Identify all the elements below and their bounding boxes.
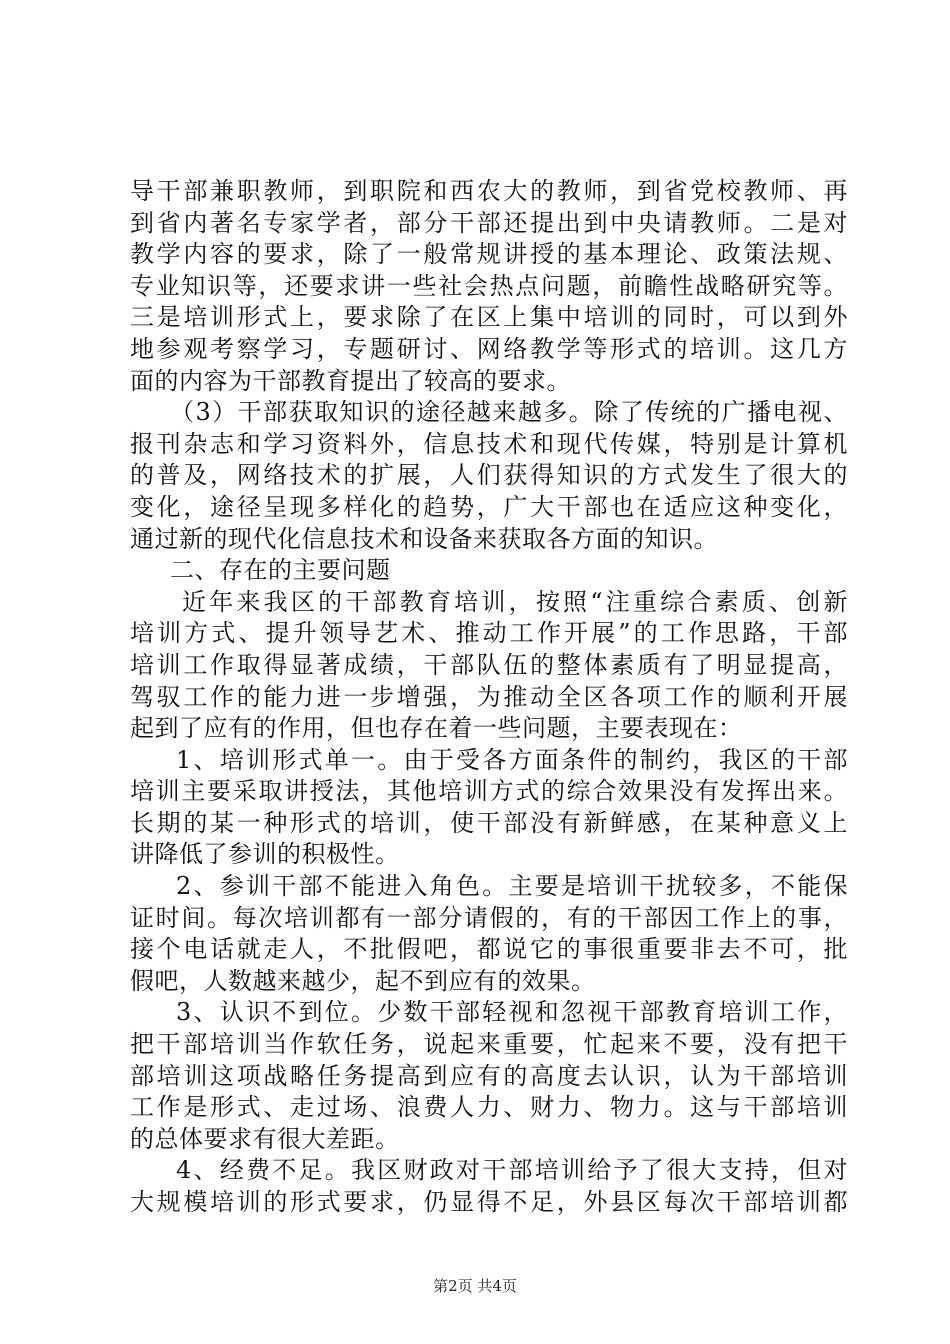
text-line: 三是培训形式上，要求除了在区上集中培训的同时，可以到外 [130, 303, 848, 332]
text-line: 的总体要求有很大差距。 [130, 1124, 400, 1153]
text-line: 把干部培训当作软任务，说起来重要，忙起来不要，没有把干 [130, 1030, 848, 1059]
text-line: 教学内容的要求，除了一般常规讲授的基本理论、政策法规、 [130, 240, 848, 269]
text-line: 变化，途径呈现多样化的趋势，广大干部也在适应这种变化， [130, 492, 848, 521]
text-line: 地参观考察学习，专题研讨、网络教学等形式的培训。这几方 [130, 334, 848, 363]
text-line: 近年来我区的干部教育培训，按照“注重综合素质、创新 [182, 587, 848, 616]
text-line: 二、存在的主要问题 [170, 556, 391, 585]
text-line: 讲降低了参训的积极性。 [130, 840, 400, 869]
text-line: 工作是形式、走过场、浪费人力、财力、物力。这与干部培训 [130, 1093, 848, 1122]
text-line: 3、认识不到位。少数干部轻视和忽视干部教育培训工作， [176, 998, 848, 1027]
page-footer: 第2页 共4页 [433, 1277, 517, 1295]
text-line: 驾驭工作的能力进一步增强，为推动全区各项工作的顺利开展 [130, 682, 848, 711]
text-line: 2、参训干部不能进入角色。主要是培训干扰较多，不能保 [176, 872, 848, 901]
text-line: （3）干部获取知识的途径越来越多。除了传统的广播电视、 [170, 398, 848, 427]
text-line: 接个电话就走人，不批假吧，都说它的事很重要非去不可，批 [130, 935, 848, 964]
text-line: 培训工作取得显著成绩，干部队伍的整体素质有了明显提高， [130, 650, 848, 679]
text-line: 假吧，人数越来越少，起不到应有的效果。 [130, 966, 596, 995]
text-line: 培训主要采取讲授法，其他培训方式的综合效果没有发挥出来。 [130, 777, 848, 806]
text-line: 大规模培训的形式要求，仍显得不足，外县区每次干部培训都 [130, 1188, 848, 1216]
text-line: 专业知识等，还要求讲一些社会热点问题，前瞻性战略研究等。 [130, 271, 848, 300]
text-line: 面的内容为干部教育提出了较高的要求。 [130, 366, 571, 395]
text-line: 长期的某一种形式的培训，使干部没有新鲜感，在某种意义上 [130, 808, 848, 837]
text-line: 报刊杂志和学习资料外，信息技术和现代传媒，特别是计算机 [130, 429, 848, 458]
text-line: 部培训这项战略任务提高到应有的高度去认识，认为干部培训 [130, 1061, 848, 1090]
text-line: 导干部兼职教师，到职院和西农大的教师，到省党校教师、再 [130, 177, 848, 205]
text-line: 起到了应有的作用，但也存在着一些问题，主要表现在： [130, 714, 743, 743]
text-line: 证时间。每次培训都有一部分请假的，有的干部因工作上的事， [130, 903, 848, 932]
text-line: 到省内著名专家学者，部分干部还提出到中央请教师。二是对 [130, 208, 848, 237]
text-line: 4、经费不足。我区财政对干部培训给予了很大支持，但对 [176, 1156, 848, 1185]
text-line: 通过新的现代化信息技术和设备来获取各方面的知识。 [130, 524, 718, 553]
document-body [130, 176, 848, 1219]
text-line: 培训方式、提升领导艺术、推动工作开展”的工作思路，干部 [130, 619, 848, 648]
text-line: 的普及，网络技术的扩展，人们获得知识的方式发生了很大的 [130, 461, 848, 490]
text-line: 1、培训形式单一。由于受各方面条件的制约，我区的干部 [176, 745, 848, 774]
